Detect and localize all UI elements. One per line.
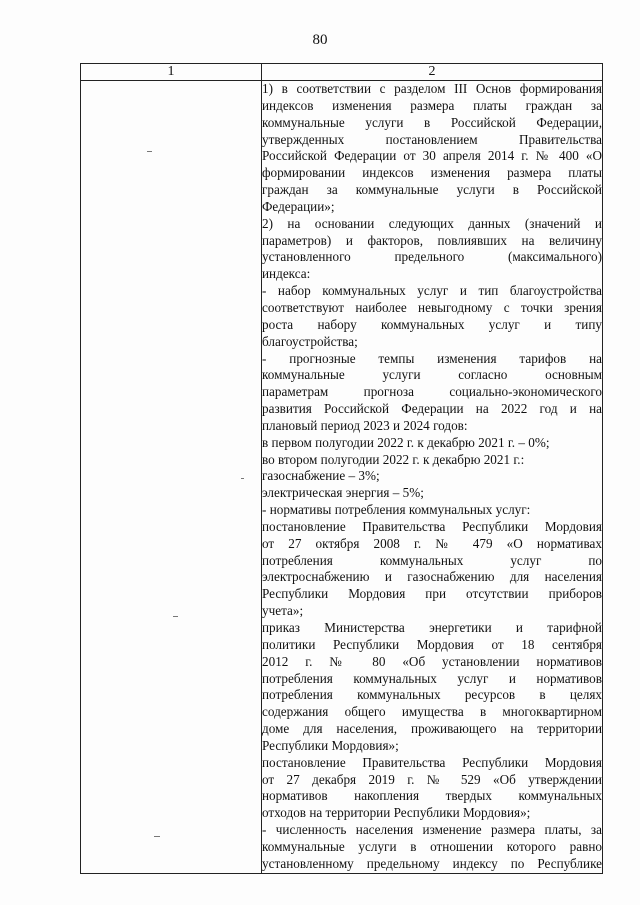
text-line: установленного предельного (максимального): [262, 249, 602, 265]
page-number: 80: [312, 32, 328, 48]
text-line: доме для населения, проживающего на территории: [262, 721, 602, 737]
text-line: формировании индексов изменения размера платы: [262, 165, 602, 181]
text-line: 2012 г. № 80 «Об установлении нормативов: [262, 653, 602, 669]
document-table: [80, 63, 603, 874]
scan-mark: [173, 616, 178, 617]
text-line: - набор коммунальных услуг и тип благоустройства: [262, 283, 602, 299]
text-line: постановление Правительства Республики Мордовия: [262, 518, 602, 534]
text-line: - нормативы потребления коммунальных услуг:: [262, 502, 531, 518]
text-line: соответствуют наиболее невыгодному с точки зрения: [262, 299, 602, 315]
column-1-cell: [81, 81, 262, 874]
text-line: от 27 декабря 2019 г. № 529 «Об утверждении: [262, 771, 602, 787]
text-line: отходов на территории Республики Мордовия»;: [262, 805, 531, 821]
text-line: 2) на основании следующих данных (значений и: [262, 215, 602, 231]
text-line: содержания общего имущества в многоквартирном: [262, 704, 602, 720]
text-line: развития Российской Федерации на 2022 год и на: [262, 401, 602, 417]
text-line: потребления коммунальных ресурсов в целях: [262, 687, 602, 703]
text-line: утвержденных постановлением Правительства: [262, 131, 602, 147]
text-line: коммунальные услуги согласно основным: [262, 367, 602, 383]
text-line: роста набору коммунальных услуг и типу: [262, 316, 602, 332]
text-line: электроснабжению и газоснабжению для населения: [262, 569, 602, 585]
text-line: 1) в соответствии с разделом III Основ формирования: [262, 81, 602, 96]
text-line: Российской Федерации от 30 апреля 2014 г. № 400 «О: [262, 148, 602, 164]
scan-mark: [147, 151, 152, 152]
text-line: Республики Мордовия при отсутствии приборов: [262, 586, 602, 602]
text-line: установленному предельному индексу по Республике: [262, 855, 602, 871]
column-2-text-cell: [262, 81, 603, 874]
text-line: постановление Правительства Республики Мордовия: [262, 754, 602, 770]
text-line: политики Республики Мордовия от 18 сентября: [262, 636, 602, 652]
scan-mark: [241, 478, 244, 479]
text-line: - численность населения изменение размера платы, за: [262, 822, 602, 838]
text-line: граждан за коммунальные услуги в Российской: [262, 182, 602, 198]
text-line: газоснабжение – 3%;: [262, 468, 380, 484]
scan-mark: [154, 836, 160, 837]
text-line: параметров) и факторов, повлиявших на величину: [262, 232, 602, 248]
text-line: плановый период 2023 и 2024 годов:: [262, 417, 468, 433]
text-line: нормативов накопления твердых коммунальных: [262, 788, 602, 804]
text-line: во втором полугодии 2022 г. к декабрю 2021 г.:: [262, 451, 525, 467]
text-line: индексов изменения размера платы граждан за: [262, 97, 602, 113]
text-line: параметрам прогноза социально-экономического: [262, 384, 602, 400]
text-line: в первом полугодии 2022 г. к декабрю 2021 г. – 0%;: [262, 434, 550, 450]
text-line: электрическая энергия – 5%;: [262, 485, 424, 501]
text-line: от 27 октября 2008 г. № 479 «О нормативах: [262, 535, 602, 551]
text-line: благоустройства;: [262, 333, 358, 349]
text-line: приказ Министерства энергетики и тарифной: [262, 620, 602, 635]
text-line: коммунальные услуги в Российской Федерации,: [262, 114, 602, 130]
text-line: - прогнозные темпы изменения тарифов на: [262, 350, 602, 366]
text-line: Республики Мордовия»;: [262, 737, 399, 753]
text-line: индекса:: [262, 266, 311, 282]
column-header-2: 2: [262, 64, 603, 81]
table-row: [81, 81, 603, 874]
table-header-row: [81, 64, 603, 81]
text-line: потребления коммунальных услуг по: [262, 552, 602, 568]
column-header-1: 1: [81, 64, 262, 81]
text-line: Федерации»;: [262, 198, 335, 214]
text-line: потребления коммунальных услуг и нормативов: [262, 670, 602, 686]
text-line: коммунальные услуги в отношении которого равно: [262, 838, 602, 854]
text-line: учета»;: [262, 603, 304, 619]
